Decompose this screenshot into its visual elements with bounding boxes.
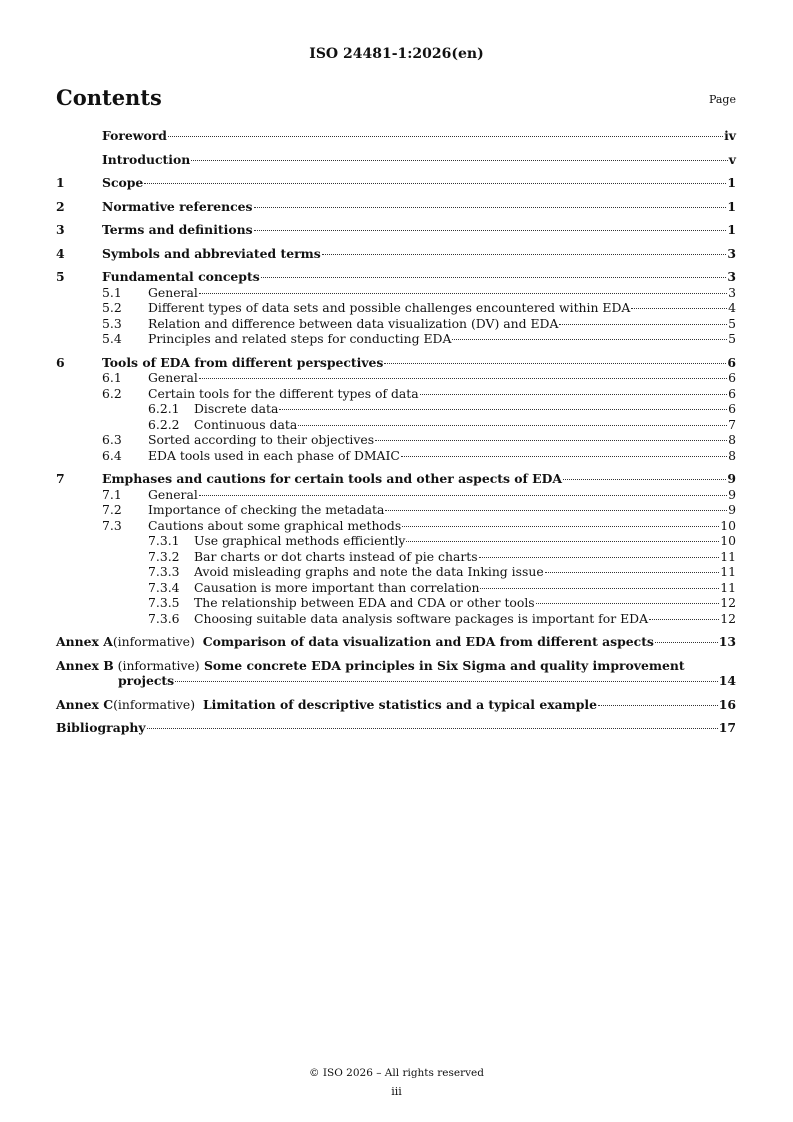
toc-entry[interactable] bbox=[56, 175, 736, 191]
toc-entry-page: 9 bbox=[728, 486, 736, 502]
toc-entry-number: 4 bbox=[56, 245, 65, 261]
toc-entry-page: 9 bbox=[728, 502, 736, 517]
toc-entry[interactable] bbox=[56, 549, 736, 565]
dot-leader bbox=[322, 254, 727, 255]
toc-entry[interactable] bbox=[56, 355, 736, 371]
toc-entry-title: Scope bbox=[102, 175, 144, 190]
toc-entry-number: 6.4 bbox=[102, 447, 122, 463]
toc-entry-title: Bar charts or dot charts instead of pie charts bbox=[194, 548, 478, 564]
dot-leader bbox=[452, 339, 727, 340]
dot-leader bbox=[199, 293, 727, 294]
toc-entry-title: Introduction bbox=[102, 151, 191, 167]
toc-entry-title: Normative references bbox=[102, 198, 253, 214]
toc-entry-number: 7.3.4 bbox=[148, 579, 180, 595]
toc-entry-page: 6 bbox=[728, 370, 736, 385]
dot-leader bbox=[480, 588, 719, 589]
toc-entry-number: 5 bbox=[56, 269, 65, 284]
toc-entry-title: Principles and related steps for conducting EDA bbox=[148, 331, 452, 346]
toc-entry[interactable] bbox=[56, 370, 736, 386]
toc-entry-number: 6 bbox=[56, 354, 65, 370]
toc-entry-number: 1 bbox=[56, 175, 65, 190]
annex-label: Annex C bbox=[56, 696, 114, 712]
toc-entry-page: 11 bbox=[720, 579, 736, 595]
toc-entry-title: Symbols and abbreviated terms bbox=[102, 245, 321, 261]
toc-entry-page: 1 bbox=[727, 175, 736, 190]
toc-entry-title: Importance of checking the metadata bbox=[148, 502, 385, 517]
dot-leader bbox=[384, 363, 726, 364]
annex-page: 14 bbox=[718, 673, 736, 688]
annex-kind: (informative) bbox=[112, 634, 195, 649]
toc-entry-title: Tools of EDA from different perspectives bbox=[102, 354, 384, 370]
contents-heading: Contents bbox=[56, 85, 162, 110]
dot-leader bbox=[406, 541, 719, 542]
annex-title-continued: projects bbox=[118, 673, 175, 688]
toc-entry-title: Different types of data sets and possible challenges encountered within EDA bbox=[148, 300, 631, 315]
toc-entry-page: 7 bbox=[728, 416, 736, 432]
toc-entry-number: 2 bbox=[56, 198, 65, 214]
toc-entry-title: Terms and definitions bbox=[102, 222, 253, 237]
annex-page: 13 bbox=[718, 634, 736, 649]
toc-entry[interactable] bbox=[56, 246, 736, 262]
toc-entry-title: Continuous data bbox=[194, 416, 298, 432]
dot-leader bbox=[191, 160, 728, 161]
bibliography-entry[interactable] bbox=[56, 720, 736, 736]
toc-entry-number: 6.1 bbox=[102, 370, 122, 385]
toc-entry-page: 12 bbox=[720, 610, 736, 626]
toc-entry-page: 4 bbox=[728, 300, 736, 315]
toc-entry[interactable] bbox=[56, 611, 736, 627]
toc-entry[interactable] bbox=[56, 300, 736, 316]
toc-entry-title: Avoid misleading graphs and note the data Inking issue bbox=[194, 564, 544, 579]
toc-entry-page: v bbox=[728, 151, 736, 167]
dot-leader bbox=[401, 456, 727, 457]
toc-entry-number: 5.2 bbox=[102, 300, 122, 315]
toc-entry-title: General bbox=[148, 284, 198, 300]
annex-title: Comparison of data visualization and EDA from different aspects bbox=[202, 634, 654, 649]
toc-entry-title: General bbox=[148, 486, 198, 502]
bibliography-title: Bibliography bbox=[56, 720, 146, 735]
toc-entry-number: 7.3 bbox=[102, 517, 122, 533]
annex-entry[interactable] bbox=[56, 697, 736, 713]
toc-entry-page: 3 bbox=[727, 245, 736, 261]
toc-entry[interactable] bbox=[56, 316, 736, 332]
dot-leader bbox=[420, 394, 727, 395]
toc-entry-number: 7.2 bbox=[102, 502, 122, 517]
toc-entry[interactable] bbox=[56, 331, 736, 347]
toc-entry-number: 7.3.6 bbox=[148, 610, 180, 626]
dot-leader bbox=[199, 378, 727, 379]
annex-label: Annex B bbox=[56, 657, 114, 673]
toc-entry-page: 6 bbox=[728, 401, 736, 416]
toc-entry-number: 5.1 bbox=[102, 284, 122, 300]
dot-leader bbox=[375, 440, 727, 441]
toc-entry-title: Discrete data bbox=[194, 401, 279, 416]
dot-leader bbox=[649, 619, 719, 620]
toc-entry-number: 7.3.2 bbox=[148, 548, 180, 564]
annex-entry-line bbox=[56, 658, 736, 674]
toc-entry-title: Use graphical methods efficiently bbox=[194, 533, 406, 548]
toc-entry-page: 8 bbox=[728, 432, 736, 447]
dot-leader bbox=[545, 572, 720, 573]
toc-entry-page: 10 bbox=[720, 517, 736, 533]
toc-entry[interactable] bbox=[56, 564, 736, 580]
dot-leader bbox=[279, 409, 727, 410]
dot-leader bbox=[144, 183, 726, 184]
toc-entry-page: 8 bbox=[728, 447, 736, 463]
toc-entry-title: Certain tools for the different types of data bbox=[148, 385, 419, 401]
toc-entry-number: 7.3.3 bbox=[148, 564, 180, 579]
toc-entry-page: 9 bbox=[727, 471, 736, 486]
toc-entry[interactable] bbox=[56, 533, 736, 549]
dot-leader bbox=[402, 526, 719, 527]
toc-entry[interactable] bbox=[56, 487, 736, 503]
dot-leader bbox=[175, 681, 718, 682]
dot-leader bbox=[261, 277, 727, 278]
dot-leader bbox=[298, 425, 727, 426]
annex-kind: (informative) bbox=[113, 696, 196, 712]
toc-entry-page: 12 bbox=[720, 595, 736, 610]
dot-leader bbox=[559, 324, 727, 325]
toc-entry-page: 1 bbox=[727, 198, 736, 214]
copyright-notice: © ISO 2026 – All rights reserved bbox=[309, 1067, 484, 1079]
toc-entry-title: Choosing suitable data analysis software packages is important for EDA bbox=[194, 610, 649, 626]
dot-leader bbox=[536, 603, 720, 604]
toc-entry-number: 7.1 bbox=[102, 486, 122, 502]
toc-entry[interactable] bbox=[56, 386, 736, 402]
toc-entry-page: iv bbox=[724, 128, 736, 143]
dot-leader bbox=[655, 642, 718, 643]
toc-entry-title: Emphases and cautions for certain tools and other aspects of EDA bbox=[102, 471, 562, 486]
toc-entry-number: 6.2 bbox=[102, 385, 122, 401]
dot-leader bbox=[254, 207, 727, 208]
toc-entry[interactable] bbox=[56, 595, 736, 611]
toc-entry-number: 5.4 bbox=[102, 331, 122, 346]
toc-entry[interactable] bbox=[56, 502, 736, 518]
toc-entry-number: 6.2.2 bbox=[148, 416, 180, 432]
toc-entry-page: 5 bbox=[728, 315, 736, 331]
document-id-header: ISO 24481-1:2026(en) bbox=[309, 46, 484, 62]
toc-entry[interactable] bbox=[56, 401, 736, 417]
dot-leader bbox=[168, 136, 723, 137]
toc-entry-title: Relation and difference between data visualization (DV) and EDA bbox=[148, 315, 559, 331]
page-column-label: Page bbox=[708, 93, 736, 106]
dot-leader bbox=[147, 728, 718, 729]
toc-entry-page: 6 bbox=[727, 354, 736, 370]
dot-leader bbox=[254, 230, 727, 231]
toc-entry[interactable] bbox=[56, 152, 736, 168]
toc-entry-title: EDA tools used in each phase of DMAIC bbox=[148, 447, 400, 463]
table-of-contents bbox=[56, 128, 736, 736]
toc-entry[interactable] bbox=[56, 269, 736, 285]
toc-entry-title: General bbox=[148, 370, 198, 385]
page-number: iii bbox=[391, 1085, 402, 1098]
toc-entry-page: 3 bbox=[728, 284, 736, 300]
bibliography-page: 17 bbox=[718, 720, 736, 735]
toc-entry-title: Fundamental concepts bbox=[102, 269, 260, 284]
toc-entry-page: 10 bbox=[720, 533, 736, 548]
toc-entry[interactable] bbox=[56, 432, 736, 448]
toc-entry[interactable] bbox=[56, 518, 736, 534]
toc-entry-page: 11 bbox=[720, 548, 736, 564]
dot-leader bbox=[385, 510, 727, 511]
dot-leader bbox=[479, 557, 720, 558]
toc-entry-page: 5 bbox=[728, 331, 736, 346]
dot-leader bbox=[631, 308, 727, 309]
dot-leader bbox=[563, 479, 726, 480]
annex-entry[interactable] bbox=[56, 658, 736, 689]
annex-page: 16 bbox=[718, 696, 736, 712]
annex-title: Some concrete EDA principles in Six Sigma and quality improvement bbox=[203, 657, 685, 673]
annex-label: Annex A bbox=[56, 634, 113, 649]
toc-entry-number: 7 bbox=[56, 471, 65, 486]
annex-entry-continuation bbox=[56, 673, 736, 689]
toc-entry-number: 7.3.1 bbox=[148, 533, 180, 548]
toc-entry-number: 7.3.5 bbox=[148, 595, 180, 610]
toc-entry[interactable] bbox=[56, 128, 736, 144]
toc-entry-number: 6.2.1 bbox=[148, 401, 180, 416]
toc-entry-page: 6 bbox=[728, 385, 736, 401]
toc-entry[interactable] bbox=[56, 285, 736, 301]
toc-entry-number: 3 bbox=[56, 222, 65, 237]
toc-entry-page: 3 bbox=[727, 269, 736, 284]
annex-kind: (informative) bbox=[113, 657, 200, 673]
toc-entry-title: Cautions about some graphical methods bbox=[148, 517, 402, 533]
toc-entry-number: 5.3 bbox=[102, 315, 122, 331]
toc-entry-title: Foreword bbox=[102, 128, 167, 143]
toc-entry[interactable] bbox=[56, 448, 736, 464]
toc-entry[interactable] bbox=[56, 471, 736, 487]
toc-entry[interactable] bbox=[56, 580, 736, 596]
toc-entry-page: 1 bbox=[727, 222, 736, 237]
toc-entry[interactable] bbox=[56, 222, 736, 238]
toc-entry[interactable] bbox=[56, 417, 736, 433]
toc-entry-number: 6.3 bbox=[102, 432, 122, 447]
toc-entry[interactable] bbox=[56, 199, 736, 215]
toc-entry-title: Causation is more important than correlation bbox=[194, 579, 480, 595]
toc-entry-page: 11 bbox=[720, 564, 736, 579]
dot-leader bbox=[199, 495, 727, 496]
toc-entry-title: Sorted according to their objectives bbox=[148, 432, 375, 447]
annex-entry[interactable] bbox=[56, 634, 736, 650]
toc-entry-title: The relationship between EDA and CDA or other tools bbox=[194, 595, 535, 610]
annex-title: Limitation of descriptive statistics and a typical example bbox=[202, 696, 597, 712]
dot-leader bbox=[598, 705, 718, 706]
